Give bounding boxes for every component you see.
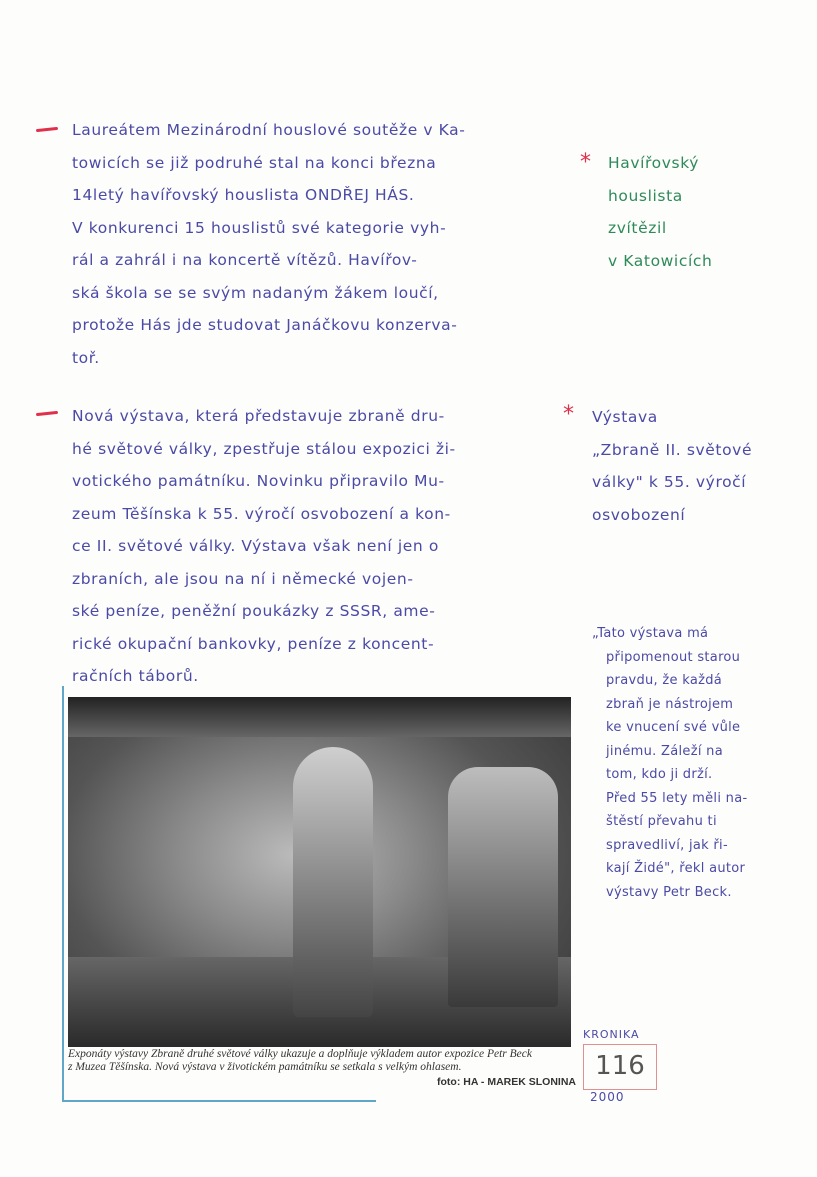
text-line: 14letý havířovský houslista ONDŘEJ HÁS. [72,186,415,204]
text-line: Laureátem Mezinárodní houslové soutěže v Ka- [72,121,466,139]
text-line: towicích se již podruhé stal na konci března [72,153,437,172]
text-line: hé světové války, zpestřuje stálou expozici ži- [72,439,456,458]
text-line: ke vnucení své vůle [606,720,741,735]
text-line: války" k 55. výročí [592,473,747,491]
text-line: štěstí převahu ti [606,814,717,829]
text-line: račních táborů. [72,667,199,685]
text-line: osvobození [592,505,686,524]
caption-line: z Muzea Těšínska. Nová výstava v životickém památníku se setkala s velkým ohlasem. [68,1061,462,1073]
stamp-year: 2000 [590,1090,625,1104]
asterisk-icon: * [563,402,574,427]
text-line: houslista [608,186,683,205]
text-line: V konkurenci 15 houslistů své kategorie vyh- [72,218,447,237]
photo-credit: foto: HA - MAREK SLONINA [437,1076,577,1088]
caption-line: Exponáty výstavy Zbraně druhé světové války ukazuje a doplňuje výkladem autor expozice Petr Beck [68,1048,532,1060]
note-vystava [592,402,752,532]
text-line: „Zbraně II. světové [592,440,753,459]
page-stamp [583,1044,657,1090]
text-line: ská škola se se svým nadaným žákem loučí, [72,283,439,302]
asterisk-icon: * [580,150,591,175]
text-line: pravdu, že každá [606,673,723,688]
text-line: ské peníze, peněžní poukázky z SSSR, ame- [72,602,436,620]
text-line: „Tato výstava má [592,626,709,641]
text-line: zvítězil [608,219,667,237]
newspaper-photo [68,697,571,1047]
text-line: rické okupační bankovky, peníze z koncent- [72,634,435,653]
text-line: zbraň je nástrojem [606,696,734,712]
text-line: Nová výstava, která představuje zbraně dru- [72,407,445,425]
photo-caption [68,1048,568,1074]
text-line: zeum Těšínska k 55. výročí osvobození a kon- [72,504,451,523]
text-line: Před 55 lety měli na- [606,790,748,806]
text-line: tom, kdo ji drží. [606,767,713,782]
text-line: připomenout starou [606,649,741,665]
quote-note [592,622,747,904]
text-line: jinému. Záleží na [606,743,723,759]
text-line: výstavy Petr Beck. [606,884,732,900]
text-line: protože Hás jde studovat Janáčkovu konzerva- [72,316,458,334]
note-houslista [608,148,712,278]
red-dash-marker [36,127,58,132]
text-line: zbraních, ale jsou na ní i německé vojen- [72,569,414,588]
clipping-border [62,686,64,1100]
text-line: v Katowicích [608,251,713,270]
article-houslista [72,114,465,374]
stamp-label: KRONIKA [583,1028,640,1041]
text-line: kají Židé", řekl autor [606,861,746,876]
text-line: toř. [72,348,100,367]
text-line: votického památníku. Novinku připravilo Mu- [72,472,445,490]
red-dash-marker [36,411,58,416]
text-line: Výstava [592,408,658,426]
text-line: ce II. světové války. Výstava však není jen o [72,537,439,555]
page-number: 116 [595,1051,645,1081]
text-line: spravedliví, jak ři- [606,837,728,853]
article-vystava [72,400,456,693]
text-line: Havířovský [608,154,699,172]
text-line: rál a zahrál i na koncertě vítězů. Havířov- [72,251,418,269]
clipping-border [62,1100,376,1102]
